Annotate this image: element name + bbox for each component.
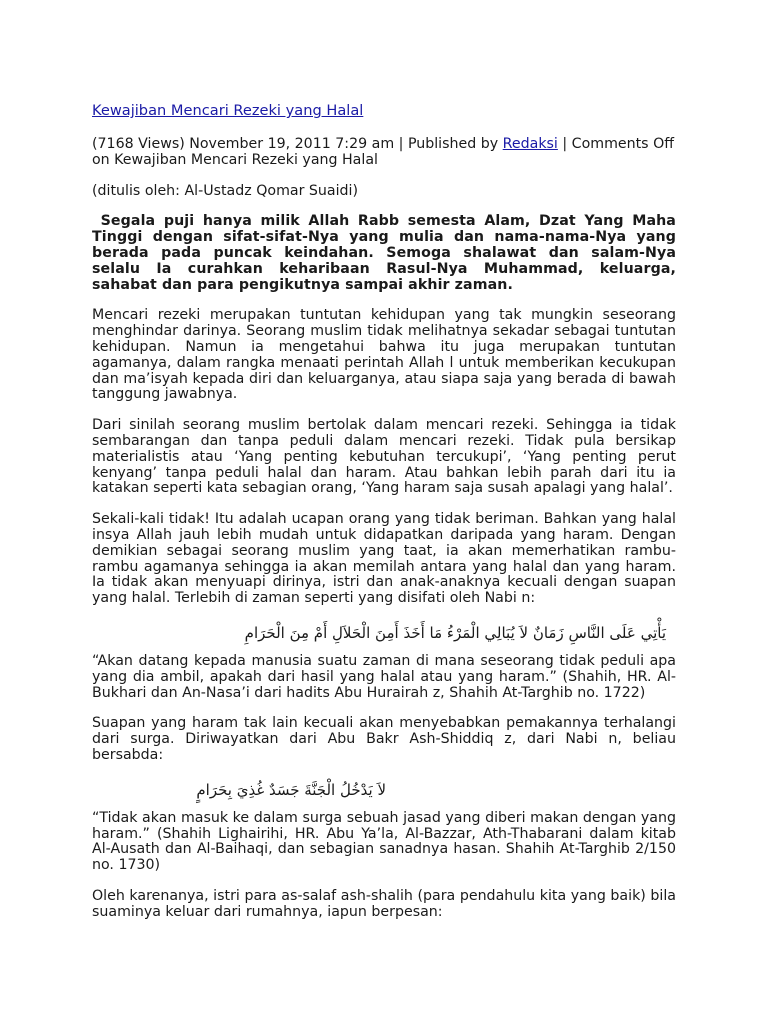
paragraph-2: Dari sinilah seorang muslim bertolak dalam mencari rezeki. Sehingga ia tidak sembarangan dan tanpa peduli dalam mencari rezeki. Tidak pula bersikap materialistis atau ‘Yang penting kebutuhan tercukupi’, ‘Yang penting perut kenyang’ tanpa peduli halal dan haram. Atau bahkan lebih parah dari itu ia katakan seperti kata sebagian orang, ‘Yang haram saja susah apalagi yang halal’. [92,417,676,497]
meta-prefix: (7168 Views) November 19, 2011 7:29 am | Published by [92,136,503,152]
article-title [92,102,676,119]
byline: (ditulis oleh: Al-Ustadz Qomar Suaidi) [92,182,359,199]
author-link[interactable]: Redaksi [502,136,558,152]
meta-suffix: | Comments Off on Kewajiban Mencari Rezeki yang Halal [92,136,675,168]
article-meta [92,137,676,169]
paragraph-6: “Tidak akan masuk ke dalam surga sebuah jasad yang diberi makan dengan yang haram.” (Shahih Lighairihi, HR. Abu Ya’la, Al-Bazzar, Ath-Thabarani dalam kitab Al-Ausath dan Al-Baihaqi, dan sebagian sanadnya hasan. Shahih At-Targhib 2/150 no. 1730) [92,809,676,874]
arabic-hadith-2: لاَ يَدْخُلُ الْجَنَّةَ جَسَدٌ غُذِيَ بِحَرَامٍ [196,780,386,799]
paragraph-1: Mencari rezeki merupakan tuntutan kehidupan yang tak mungkin seseorang menghindar darinya. Seorang muslim tidak melihatnya sekadar sebagai tuntutan kehidupan. Namun ia mengetahui bahwa itu juga merupakan tuntutan agamanya, dalam rangka menaati perintah Allah l untuk memberikan kecukupan dan ma’isyah kepada diri dan keluarganya, atau siapa saja yang berada di bawah tanggung jawabnya. [92,307,676,403]
paragraph-4: “Akan datang kepada manusia suatu zaman di mana seseorang tidak peduli apa yang dia ambil, apakah dari hasil yang halal atau yang haram.” (Shahih, HR. Al-Bukhari dan An-Nasa’i dari hadits Abu Hurairah z, Shahih At-Targhib no. 1722) [92,652,676,701]
article-title-link[interactable]: Kewajiban Mencari Rezeki yang Halal [92,102,364,119]
arabic-hadith-1: يَأْتِي عَلَى النَّاسِ زَمَانٌ لاَ يُبَالِي الْمَرْءُ مَا أَخَذَ أَمِنَ الْحَلاَلِ أَمْ مِنَ الْحَرَامِ [244,623,666,642]
paragraph-5: Suapan yang haram tak lain kecuali akan menyebabkan pemakannya terhalangi dari surga. Diriwayatkan dari Abu Bakr Ash-Shiddiq z, dari Nabi n, beliau bersabda: [92,715,676,763]
paragraph-7: Oleh karenanya, istri para as-salaf ash-shalih (para pendahulu kita yang baik) bila suaminya keluar dari rumahnya, iapun berpesan: [92,887,676,920]
paragraph-3: Sekali-kali tidak! Itu adalah ucapan orang yang tidak beriman. Bahkan yang halal insya Allah jauh lebih mudah untuk didapatkan daripada yang haram. Dengan demikian sebagai seorang muslim yang taat, ia akan memerhatikan rambu-rambu agamanya sehingga ia akan memilah antara yang halal dan yang haram. Ia tidak akan menyuapi dirinya, istri dan anak-anaknya kecuali dengan suapan yang halal. Terlebih di zaman seperti yang disifati oleh Nabi n: [92,511,676,607]
intro-paragraph [92,214,676,293]
intro-text: Segala puji hanya milik Allah Rabb semesta Alam, Dzat Yang Maha Tinggi dengan sifat-sifat-Nya yang mulia dan nama-nama-Nya yang berada pada puncak keindahan. Semoga shalawat dan salam-Nya selalu Ia curahkan keharibaan Rasul-Nya Muhammad, keluarga, sahabat dan para pengikutnya sampai akhir zaman. [92,213,676,293]
